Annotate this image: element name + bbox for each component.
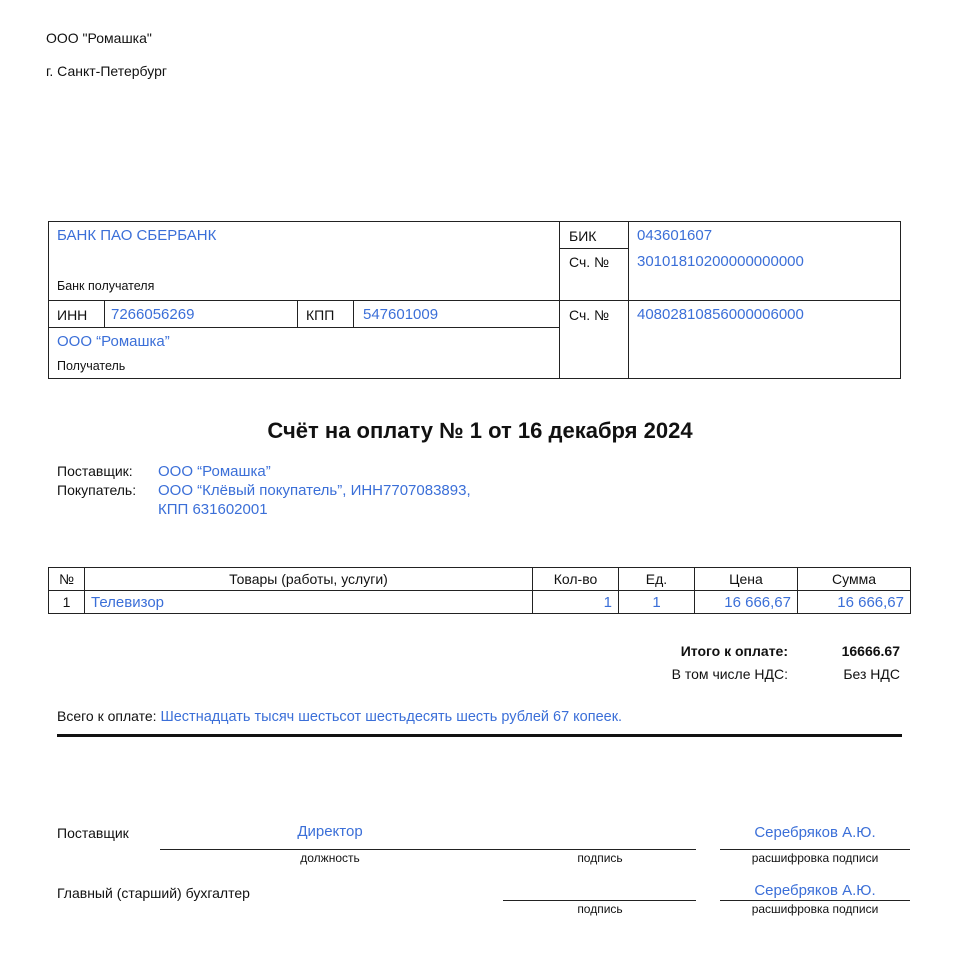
buyer-value-line2: КПП 631602001 [158, 501, 268, 518]
total-value: 16666.67 [841, 642, 900, 659]
goods-table [48, 567, 911, 614]
company-name: ООО "Ромашка" [46, 30, 152, 46]
supplier-position-value: Директор [297, 823, 363, 840]
col-header-price: Цена [695, 568, 798, 591]
bik-value: 043601607 [637, 227, 713, 244]
caption-signature-2: подпись [577, 902, 623, 916]
col-header-qty: Кол-во [533, 568, 619, 591]
supplier-label: Поставщик: [57, 463, 133, 479]
bik-label: БИК [569, 228, 597, 244]
supplier-decode-line [720, 849, 910, 850]
recipient-caption: Получатель [57, 359, 126, 373]
col-header-sum: Сумма [798, 568, 911, 591]
col-header-number: № [49, 568, 85, 591]
total-words-value: Шестнадцать тысяч шестьсот шестьдесять шесть рублей 67 копеек. [160, 709, 623, 725]
inn-value: 7266056269 [111, 306, 195, 323]
kpp-label: КПП [306, 307, 335, 323]
signature-accountant-label: Главный (старший) бухгалтер [57, 885, 250, 901]
supplier-name-value: Серебряков А.Ю. [754, 824, 876, 841]
col-header-goods: Товары (работы, услуги) [85, 568, 533, 591]
inn-label: ИНН [57, 307, 88, 323]
total-words-label: Всего к оплате: [57, 708, 157, 724]
table-row [49, 591, 911, 614]
recipient-name: ООО “Ромашка” [57, 333, 170, 350]
row-unit: 1 [619, 591, 695, 614]
total-in-words [57, 708, 622, 725]
company-city: г. Санкт-Петербург [46, 63, 167, 79]
caption-signature: подпись [577, 851, 623, 865]
total-label: Итого к оплате: [680, 642, 788, 659]
bank-name: БАНК ПАО СБЕРБАНК [57, 227, 217, 244]
accountant-signature-line [503, 900, 696, 901]
caption-position: должность [300, 851, 360, 865]
row-sum: 16 666,67 [798, 591, 911, 614]
bank-details-table [48, 221, 901, 379]
row-number: 1 [49, 591, 85, 614]
bank-caption: Банк получателя [57, 279, 155, 293]
col-header-unit: Ед. [619, 568, 695, 591]
invoice-parties [57, 463, 471, 518]
caption-decode-2: расшифровка подписи [751, 902, 879, 916]
supplier-value: ООО “Ромашка” [158, 463, 271, 480]
caption-decode: расшифровка подписи [751, 851, 879, 865]
account-label: Сч. № [569, 307, 610, 323]
row-price: 16 666,67 [695, 591, 798, 614]
signature-supplier-label: Поставщик [57, 825, 129, 841]
vat-label: В том числе НДС: [671, 665, 788, 682]
row-qty: 1 [533, 591, 619, 614]
corr-account-value: 30101810200000000000 [637, 253, 804, 270]
buyer-value-line1: ООО “Клёвый покупатель”, ИНН7707083893, [158, 482, 471, 499]
supplier-signature-line [160, 849, 696, 850]
kpp-value: 547601009 [363, 306, 439, 323]
separator-rule [57, 734, 902, 737]
corr-account-label: Сч. № [569, 254, 610, 270]
row-item-name: Телевизор [85, 591, 533, 614]
vat-value: Без НДС [843, 665, 900, 682]
accountant-decode-line [720, 900, 910, 901]
totals-block [538, 639, 900, 685]
account-value: 40802810856000006000 [637, 306, 804, 323]
accountant-name-value: Серебряков А.Ю. [754, 882, 876, 899]
buyer-label: Покупатель: [57, 482, 137, 498]
invoice-title: Счёт на оплату № 1 от 16 декабря 2024 [267, 418, 693, 443]
goods-header-row [49, 568, 911, 591]
